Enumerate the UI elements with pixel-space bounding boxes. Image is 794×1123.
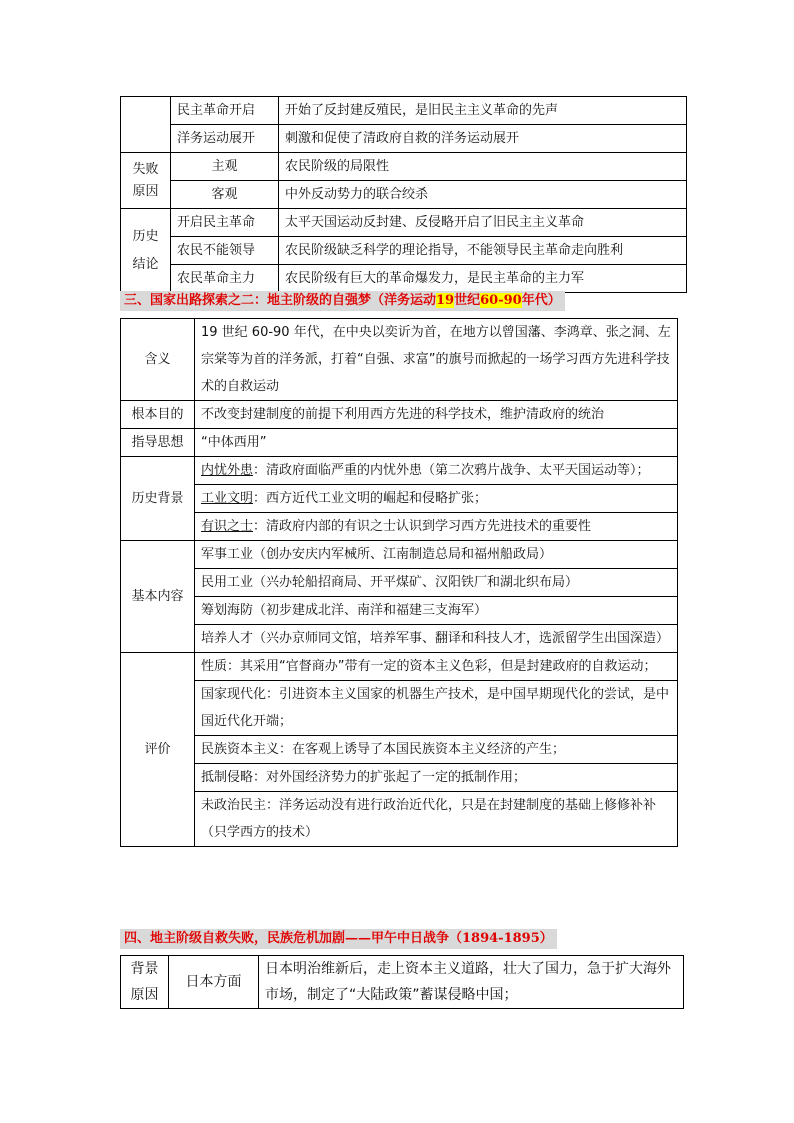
row-label: 民主革命开启	[171, 97, 279, 125]
evaluation-item: 抵制侵略：对外国经济势力的扩张起了一定的抵制作用；	[195, 763, 677, 791]
evaluation-item: 民族资本主义：在客观上诱导了本国民族资本主义经济的产生；	[195, 735, 677, 763]
content-cell	[195, 541, 678, 653]
table-row	[121, 401, 678, 429]
table-row	[121, 181, 687, 209]
purpose-text: 不改变封建制度的前提下利用西方先进的科学技术，维护清政府的统治	[195, 401, 678, 429]
table-sino-japanese-war	[120, 955, 684, 1009]
table-row	[121, 956, 684, 1009]
content-item: 军事工业（创办安庆内军械所、江南制造总局和福州船政局）	[201, 547, 553, 562]
table-row	[121, 265, 687, 293]
row-text: 刺激和促使了清政府自救的洋务运动展开	[279, 125, 687, 153]
table-westernization-movement	[120, 318, 678, 847]
guide-text: “中体西用”	[195, 429, 678, 457]
background-reason-label: 背景 原因	[121, 956, 169, 1009]
row-label: 农民不能领导	[171, 237, 279, 265]
meaning-label: 含义	[121, 319, 195, 401]
section-heading-3: 三、国家出路探索之二：地主阶级的自强梦（洋务运动19世纪60-90年代）	[120, 291, 565, 311]
evaluation-item: 性质：其采用“官督商办”带有一定的资本主义色彩，但是封建政府的自救运动；	[201, 659, 657, 674]
table-row	[121, 237, 687, 265]
row-text: 农民阶级的局限性	[279, 153, 687, 181]
row-text: 开始了反封建反殖民，是旧民主主义革命的先声	[279, 97, 687, 125]
table-taiping-summary	[120, 96, 687, 293]
row-label: 农民革命主力	[171, 265, 279, 293]
failure-reason-label: 失败 原因	[121, 153, 171, 209]
section-heading-4: 四、地主阶级自救失败，民族危机加剧——甲午中日战争（1894-1895）	[120, 929, 557, 949]
content-label: 基本内容	[121, 541, 195, 653]
guide-label: 指导思想	[121, 429, 195, 457]
table-row	[121, 653, 678, 847]
table-row	[121, 319, 678, 401]
evaluation-item: 国家现代化：引进资本主义国家的机器生产技术，是中国早期现代化的尝试，是中国近代化开端；	[195, 680, 677, 735]
content-item: 筹划海防（初步建成北洋、南洋和福建三支海军）	[195, 596, 677, 624]
row-label: 开启民主革命	[171, 209, 279, 237]
row-text: 太平天国运动反封建、反侵略开启了旧民主主义革命	[279, 209, 687, 237]
background-item: 工业文明：西方近代工业文明的崛起和侵略扩张；	[195, 484, 677, 512]
empty-cell	[121, 97, 171, 153]
evaluation-item: 未政治民主：洋务运动没有进行政治近代化，只是在封建制度的基础上修修补补（只学西方的技术）	[195, 791, 677, 846]
row-label: 主观	[171, 153, 279, 181]
meaning-text: 19 世纪 60-90 年代，在中央以奕䜣为首，在地方以曾国藩、李鸿章、张之洞、左宗棠等为首的洋务派，打着“自强、求富”的旗号而掀起的一场学习西方先进科学技术的自救运动	[195, 319, 678, 401]
content-item: 民用工业（兴办轮船招商局、开平煤矿、汉阳铁厂和湖北织布局）	[195, 568, 677, 596]
table-row	[121, 429, 678, 457]
evaluation-label: 评价	[121, 653, 195, 847]
table-row	[121, 541, 678, 653]
purpose-label: 根本目的	[121, 401, 195, 429]
japan-side-label: 日本方面	[169, 956, 259, 1009]
table-row	[121, 125, 687, 153]
table-row	[121, 457, 678, 541]
historical-conclusion-label: 历史 结论	[121, 209, 171, 293]
evaluation-cell	[195, 653, 678, 847]
table-row	[121, 209, 687, 237]
background-item: 内忧外患：清政府面临严重的内忧外患（第二次鸦片战争、太平天国运动等）；	[201, 463, 650, 478]
row-text: 中外反动势力的联合绞杀	[279, 181, 687, 209]
table-row	[121, 153, 687, 181]
background-item: 有识之士：清政府内部的有识之士认识到学习西方先进技术的重要性	[195, 512, 677, 540]
row-label: 洋务运动展开	[171, 125, 279, 153]
row-text: 农民阶级有巨大的革命爆发力，是民主革命的主力军	[279, 265, 687, 293]
japan-side-text: 日本明治维新后，走上资本主义道路，壮大了国力，急于扩大海外市场，制定了“大陆政策”蓄谋侵略中国；	[259, 956, 684, 1009]
row-text: 农民阶级缺乏科学的理论指导，不能领导民主革命走向胜利	[279, 237, 687, 265]
table-row	[121, 97, 687, 125]
row-label: 客观	[171, 181, 279, 209]
background-label: 历史背景	[121, 457, 195, 541]
background-cell	[195, 457, 678, 541]
content-item: 培养人才（兴办京师同文馆，培养军事、翻译和科技人才，选派留学生出国深造）	[195, 624, 677, 652]
